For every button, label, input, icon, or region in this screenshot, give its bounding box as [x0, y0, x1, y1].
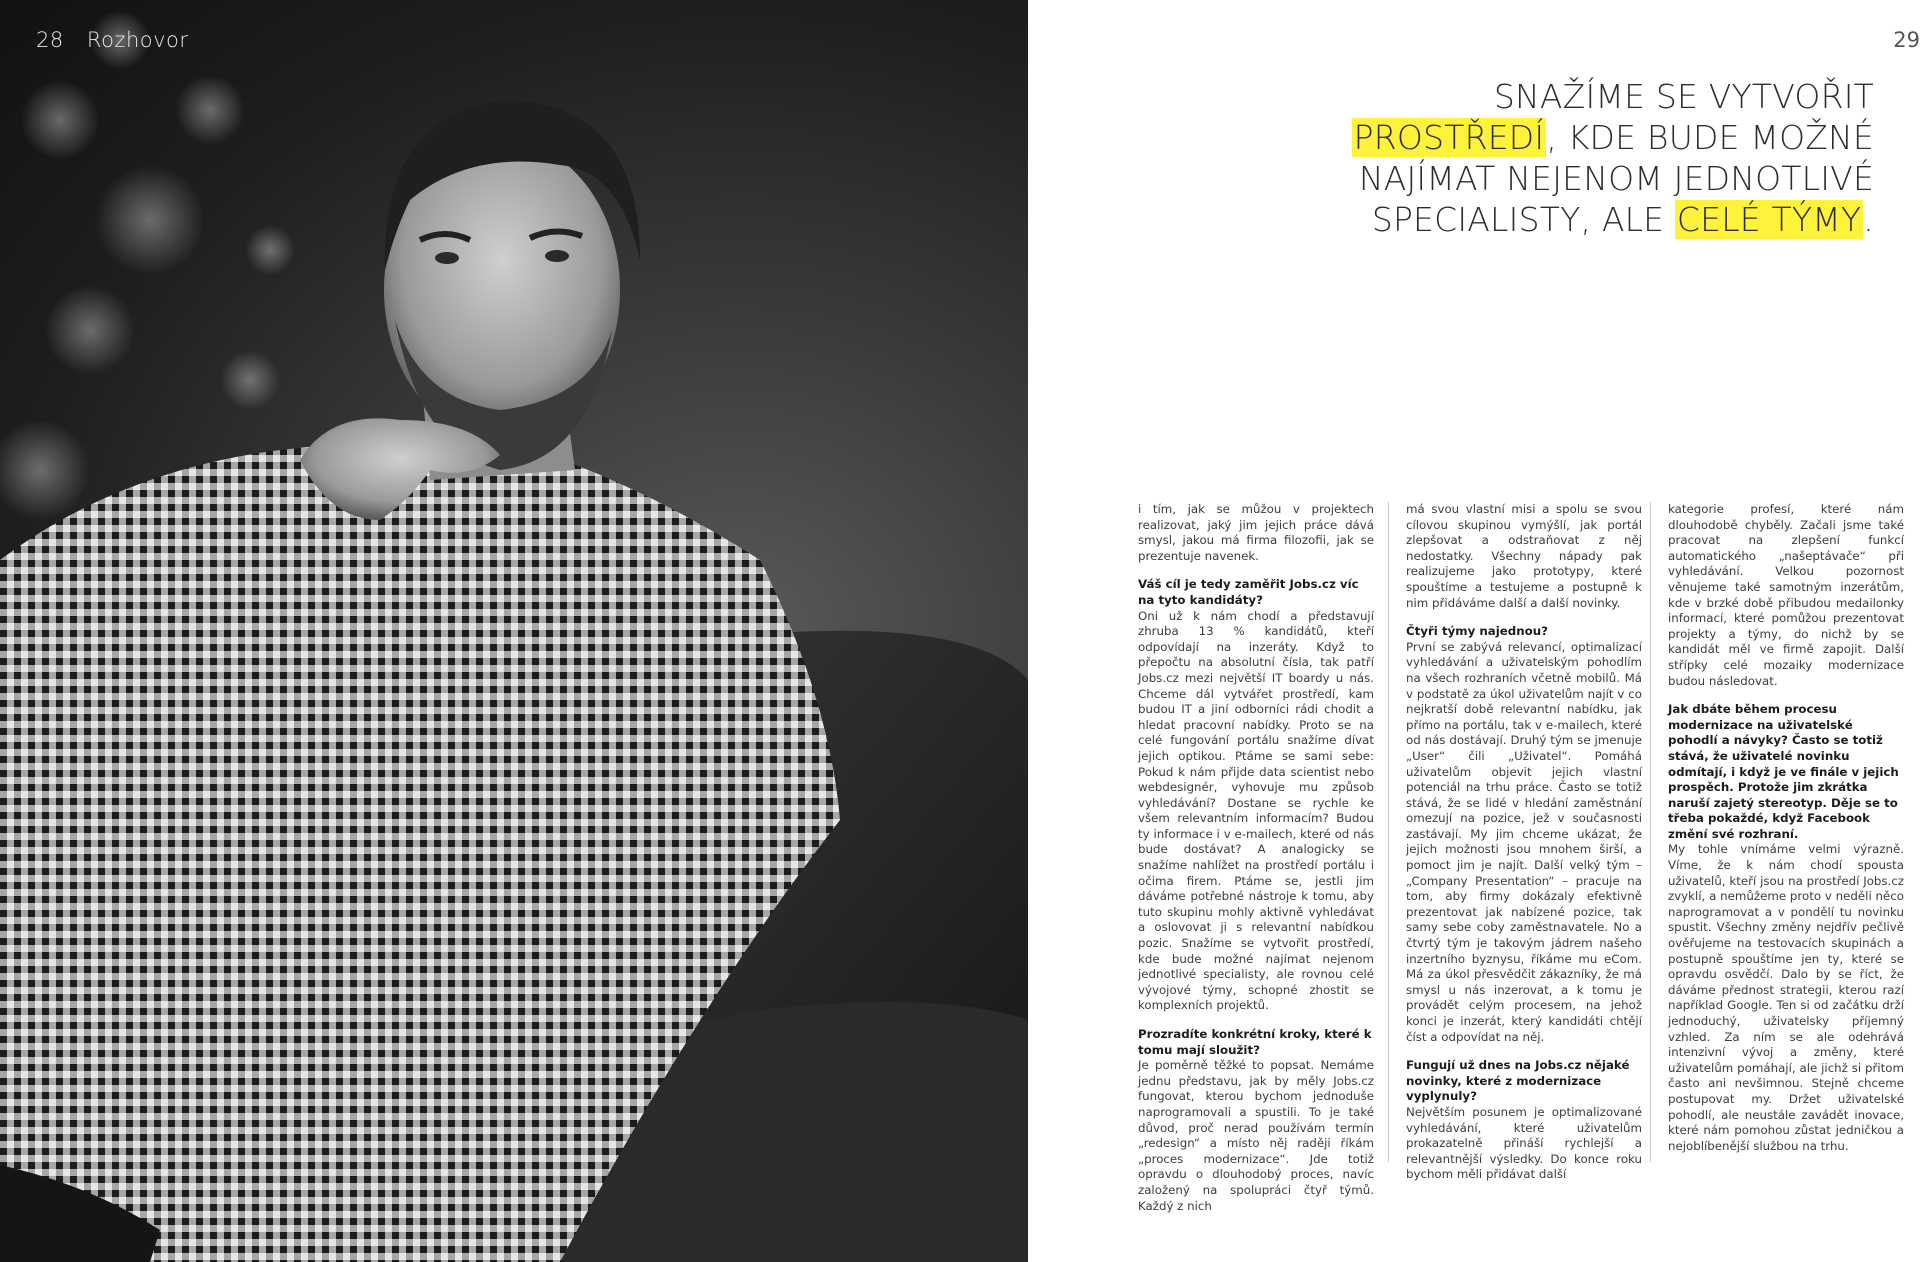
- headline-highlight-2: CELÉ TÝMY: [1676, 200, 1862, 239]
- paragraph: Je poměrně těžké to popsat. Nemáme jednu představu, jak by měly Jobs.cz fungovat, kterou bychom jednoduše naprogramovali a spustili. To je také důvod, proč nerad používám termín „redesign“ a místo něj raději říkám „proces modernizace“. Jde totiž opravdu o dlouhodobý proces, navíc založený na spolupráci čtyř týmů. Každý z nich: [1138, 1058, 1374, 1213]
- paragraph: má svou vlastní misi a spolu se svou cílovou skupinou vymýšlí, jak portál zlepšovat a odstraňovat z něj nedostatky. Všechny nápady pak realizujeme jako prototypy, které spouštíme a testujeme a postupně k nim přidáváme další a další novinky.: [1406, 502, 1642, 610]
- article-column-3: [1668, 502, 1904, 1154]
- headline-line-3: NAJÍMAT NEJENOM JEDNOTLIVÉ: [1358, 159, 1874, 198]
- article-column-2: [1406, 502, 1642, 1183]
- paragraph: První se zabývá relevancí, optimalizací vyhledávání a uživatelským pohodlím na všech rozhraních včetně mobilů. Má v podstatě za úkol uživatelům najít v co nejkratší době relevantní nabídku, jak přímo na portálu, tak v e-mailech, které od nás dostávají. Druhý tým se jmenuje „User“ čili „Uživatel“. Pomáhá uživatelům objevit jejich vlastní potenciál na trhu práce. Často se totiž stává, že se lidé v hledání zaměstnání omezují na pozice, jež v současnosti zastávají. My jim chceme ukázat, že jejich možnosti jsou mnohem širší, a pomoct jim je najít. Další velký tým – „Company Presentation“ – pracuje na tom, aby firmy dokázaly efektivně prezentovat jak nabízené pozice, tak samy sebe coby zaměstnavatele. No a čtvrtý tým je takovým jádrem našeho inzertního byznysu, říkáme mu eCom. Má za úkol přesvědčit zákazníky, že má smysl u nás inzerovat, a k tomu je provádět celým procesem, na jehož konci je inzerát, který kandidáti chtějí číst a odpovídat na něj.: [1406, 639, 1642, 1044]
- paragraph: My tohle vnímáme velmi výrazně. Víme, že k nám chodí spousta uživatelů, kteří jsou na prostředí Jobs.cz zvyklí, a nemůžeme proto v neděli něco naprogramovat a v pondělí tu novinku spustit. Všechny změny nejdřív pečlivě ověřujeme na testovacích skupinách a postupně spouštíme jen ty, které se opravdu osvědčí. Dalo by se říct, že dáváme přednost strategii, kterou razí například Google. Ten si od začátku drží jednoduchý, uživatelsky příjemný vzhled. Za ním se ale odehrává intenzivní vývoj a změny, které uživatelům pomáhají, ale jichž si přitom často ani nevšimnou. Stejně chceme postupovat my. Držet uživatelské pohodlí, ale neustále zavádět inovace, které nám pomohou zůstat jedničkou a nejoblíbenější službou na trhu.: [1668, 842, 1904, 1153]
- interview-question: Jak dbáte během procesu modernizace na uživatelské pohodlí a návyky? Často se totiž stává, že uživatelé novinku odmítají, i když je ve finále v jejich prospěch. Protože jim zkrátka naruší zajetý stereotyp. Děje se to třeba pokaždé, když Facebook změní své rozhraní.: [1668, 702, 1899, 841]
- paragraph: Oni už k nám chodí a představují zhruba 13 % kandidátů, kteří odpovídají na inzeráty. Když to přepočtu na absolutní čísla, tak patří Jobs.cz mezi největší IT boardy u nás. Chceme dál vytvářet prostředí, kam budou IT a jiní odborníci rádi chodit a hledat pracovní nabídky. Proto se na celé fungování portálu snažíme dívat jejich optikou. Ptáme se sami sebe: Pokud k nám přijde data scientist nebo webdesignér, vyhovuje mu způsob vyhledávání? Dostane se rychle ke všem relevantním informacím? Budou ty informace i v e-mailech, které od nás bude dostávat? A analogicky se snažíme nahlížet na prostředí portálu i očima firem. Ptáme se, jestli jim dáváme potřebné nástroje k tomu, aby tuto skupinu mohly aktivně vyhledávat a oslovovat ji s relevantní nabídkou pozic. Snažíme se vytvořit prostředí, kde bude možné najímat nejenom jednotlivé specialisty, ale rovnou celé vývojové týmy, schopné zhostit se komplexních projektů.: [1138, 608, 1374, 1013]
- interview-question: Prozradíte konkrétní kroky, které k tomu mají sloužit?: [1138, 1027, 1372, 1057]
- section-title: Rozhovor: [86, 28, 189, 52]
- paragraph: Největším posunem je optimalizované vyhledávání, které uživatelům prokazatelně přináší rychlejší a relevantnější výsledky. Do konce roku bychom měli přidávat další: [1406, 1104, 1642, 1182]
- column-divider: [1650, 502, 1651, 1162]
- headline-line-4-end: .: [1863, 200, 1874, 239]
- headline-line-2-rest: , KDE BUDE MOŽNÉ: [1546, 118, 1874, 157]
- headline-line-2: [1174, 117, 1874, 158]
- interview-question: Čtyři týmy najednou?: [1406, 624, 1548, 639]
- interview-question: Váš cíl je tedy zaměřit Jobs.cz víc na tyto kandidáty?: [1138, 577, 1359, 607]
- article-column-1: [1138, 502, 1374, 1214]
- headline-line-1: SNAŽÍME SE VYTVOŘIT: [1493, 77, 1874, 116]
- article-columns: [1098, 502, 1918, 1262]
- page-header-left: [36, 28, 189, 52]
- paragraph: i tím, jak se můžou v projektech realizovat, jaký jim jejich práce dává smysl, jakou má firma filozofii, jak se prezentuje navenek.: [1138, 502, 1374, 563]
- page-number-right: 29: [1893, 28, 1920, 52]
- column-divider: [1388, 502, 1389, 1162]
- right-page-article: [1028, 0, 1920, 1262]
- paragraph: kategorie profesí, které nám dlouhodobě chyběly. Začali jsme také pracovat na zlepšení funkcí automatického „našeptávače“ při vyhledávání. Velkou pozornost věnujeme také samotným inzerátům, kde v brzké době přibudou medailonky informací, které pomůžou prezentovat projekty a týmy, do nichž by se kandidát měl ve firmě zapojit. Další střípky celé mozaiky modernizace budou následovat.: [1668, 502, 1904, 688]
- headline-line-4-start: SPECIALISTY, ALE: [1371, 200, 1675, 239]
- pull-quote-headline: [1174, 76, 1874, 240]
- headline-highlight-1: PROSTŘEDÍ: [1353, 118, 1545, 157]
- headline-line-4: [1174, 199, 1874, 240]
- interview-question: Fungují už dnes na Jobs.cz nějaké novinky, které z modernizace vyplynuly?: [1406, 1058, 1630, 1104]
- page-number-left: 28: [36, 28, 64, 52]
